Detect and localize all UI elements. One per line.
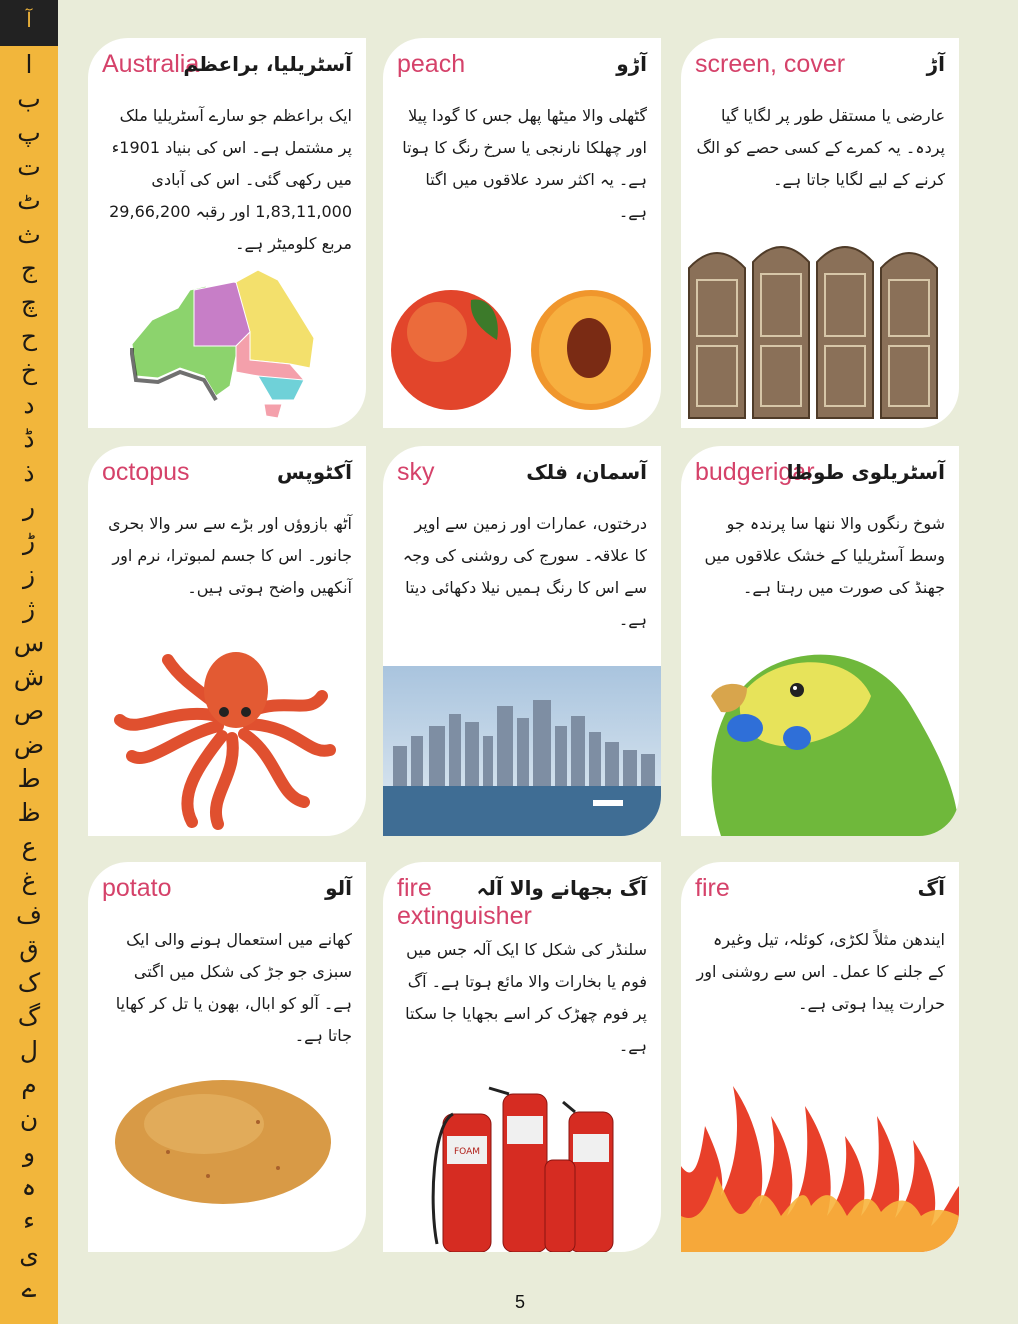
sidebar-letter: ظ xyxy=(17,798,41,827)
fire-extinguisher-icon xyxy=(423,1084,633,1252)
sidebar-letter: ا xyxy=(25,50,33,79)
sidebar-current-letter: آ xyxy=(26,8,32,32)
potato-icon xyxy=(108,1072,338,1212)
word-card-australia xyxy=(88,38,366,428)
word-card-fire xyxy=(681,862,959,1252)
sidebar-letter: ہ xyxy=(21,1172,37,1201)
card-english-word: fire xyxy=(695,874,730,902)
sidebar-letter: ک xyxy=(17,968,41,997)
card-description: گٹھلی والا میٹھا پھل جس کا گودا پیلا اور چھلکا نارنجی یا سرخ رنگ کا ہوتا ہے۔ یہ اکثر سرد علاقوں میں اگتا ہے۔ xyxy=(402,106,647,221)
card-urdu-word: آسٹریلیا، براعظم xyxy=(183,52,352,76)
australia-map-icon xyxy=(118,268,328,428)
sidebar-letter: ش xyxy=(13,662,45,691)
sidebar-letter: م xyxy=(21,1070,37,1099)
card-urdu-word: آلو xyxy=(325,876,352,900)
extinguisher-label: FOAM xyxy=(453,1147,481,1157)
card-description: عارضی یا مستقل طور پر لگایا گیا پردہ۔ یہ کمرے کے کسی حصے کو الگ کرنے کے لیے لگایا جاتا ہے۔ xyxy=(696,106,945,189)
sidebar-letter: ج xyxy=(20,254,38,283)
card-english-word: screen, cover xyxy=(695,50,846,78)
card-description: سلنڈر کی شکل کا ایک آلہ جس میں فوم یا بخارات والا مائع ہوتا ہے۔ آگ پر فوم چھڑک کر اسے بجھایا جا سکتا ہے۔ xyxy=(405,940,647,1055)
octopus-icon xyxy=(108,646,338,836)
card-urdu-word: آسٹریلوی طوطا xyxy=(786,460,945,484)
word-card-fire-extinguisher xyxy=(383,862,661,1252)
sidebar-letter: ط xyxy=(17,764,41,793)
sidebar-letter: ق xyxy=(19,934,39,963)
card-description: ایندھن مثلاً لکڑی، کوئلہ، تیل وغیرہ کے جلنے کا عمل۔ اس سے روشنی اور حرارت پیدا ہوتی ہے۔ xyxy=(696,930,945,1013)
sidebar-letter: ن xyxy=(19,1104,39,1133)
fire-icon xyxy=(681,1046,959,1252)
sidebar-letter: خ xyxy=(20,356,38,385)
sidebar-letter: ف xyxy=(16,900,42,929)
sidebar-letter: گ xyxy=(17,1002,41,1031)
card-english-word: Australia xyxy=(102,50,200,78)
sidebar-letter: ص xyxy=(13,696,45,725)
sidebar-letter: ذ xyxy=(23,458,35,487)
sidebar-letter: ز xyxy=(22,560,36,589)
card-description: کھانے میں استعمال ہونے والی ایک سبزی جو جڑ کی شکل میں اگتی ہے۔ آلو کو ابال، بھون یا تل کر کھایا جاتا ہے۔ xyxy=(115,930,352,1045)
sidebar-letter: ع xyxy=(21,832,37,861)
card-urdu-word: آڑ xyxy=(926,52,945,76)
sidebar-letter: ٹ xyxy=(17,186,41,215)
sidebar-letter: ڈ xyxy=(23,424,35,453)
word-card-sky xyxy=(383,446,661,836)
sidebar-letter: د xyxy=(23,390,35,419)
sidebar-letter: پ xyxy=(17,118,41,147)
card-english-word: budgerigar xyxy=(695,458,815,486)
sidebar-header xyxy=(0,0,58,46)
sidebar-letter: ژ xyxy=(22,594,36,623)
word-card-budgerigar xyxy=(681,446,959,836)
sidebar-letter: ل xyxy=(19,1036,39,1065)
sidebar-letter: ی xyxy=(19,1240,39,1269)
card-english-word: peach xyxy=(397,50,466,78)
card-urdu-word: آکٹوپس xyxy=(277,460,352,484)
card-english-word: octopus xyxy=(102,458,190,486)
word-card-peach xyxy=(383,38,661,428)
card-english-word: fire extinguisher xyxy=(397,874,532,930)
card-description: آٹھ بازوؤں اور بڑے سے سر والا بحری جانور۔ اس کا جسم لمبوترا، نرم اور آنکھیں واضح ہوتی ہیں۔ xyxy=(108,514,352,597)
card-description: شوخ رنگوں والا ننھا سا پرندہ جو وسط آسٹریلیا کے خشک علاقوں میں جھنڈ کی صورت میں رہتا ہے۔ xyxy=(704,514,945,597)
sidebar-letter: ح xyxy=(20,322,38,351)
sidebar-letter: ء xyxy=(23,1206,35,1235)
card-urdu-word: آسمان، فلک xyxy=(526,460,647,484)
card-urdu-word: آڑو xyxy=(616,52,647,76)
city-skyline-icon xyxy=(383,666,661,836)
card-english-word: sky xyxy=(397,458,435,486)
peach-icon xyxy=(383,288,661,418)
sidebar-letter: ث xyxy=(17,220,41,249)
sidebar-letter: ر xyxy=(22,492,36,521)
card-urdu-word: آگ xyxy=(917,876,945,900)
sidebar-letter: ض xyxy=(13,730,45,759)
word-card-potato xyxy=(88,862,366,1252)
budgerigar-icon xyxy=(701,636,959,836)
card-description: درختوں، عمارات اور زمین سے اوپر کا علاقہ۔ سورج کی روشنی کی وجہ سے اس کا رنگ ہمیں نیلا دکھائی دیتا ہے۔ xyxy=(402,514,647,629)
sidebar-letter: ت xyxy=(17,152,41,181)
sidebar-letter: س xyxy=(13,628,45,657)
word-card-screen xyxy=(681,38,959,428)
sidebar-letter: و xyxy=(22,1138,36,1167)
card-description: ایک براعظم جو سارے آسٹریلیا ملک پر مشتمل ہے۔ اس کی بنیاد 1901ء میں رکھی گئی۔ اس کی آبادی 1,83,11,000 اور رقبہ 29,66,200 مربع کلومیٹر ہے۔ xyxy=(109,106,352,253)
card-english-word: potato xyxy=(102,874,172,902)
sidebar-letter: ڑ xyxy=(22,526,36,555)
sidebar-letter: ب xyxy=(17,84,41,113)
alphabet-sidebar xyxy=(0,0,58,1324)
folding-screen-icon xyxy=(681,228,959,428)
sidebar-letter: غ xyxy=(21,866,37,895)
page-number: 5 xyxy=(514,1292,525,1312)
word-card-octopus xyxy=(88,446,366,836)
card-urdu-word: آگ بجھانے والا آلہ xyxy=(476,876,647,900)
sidebar-letter: چ xyxy=(20,288,38,317)
sidebar-letter: ے xyxy=(21,1274,37,1303)
